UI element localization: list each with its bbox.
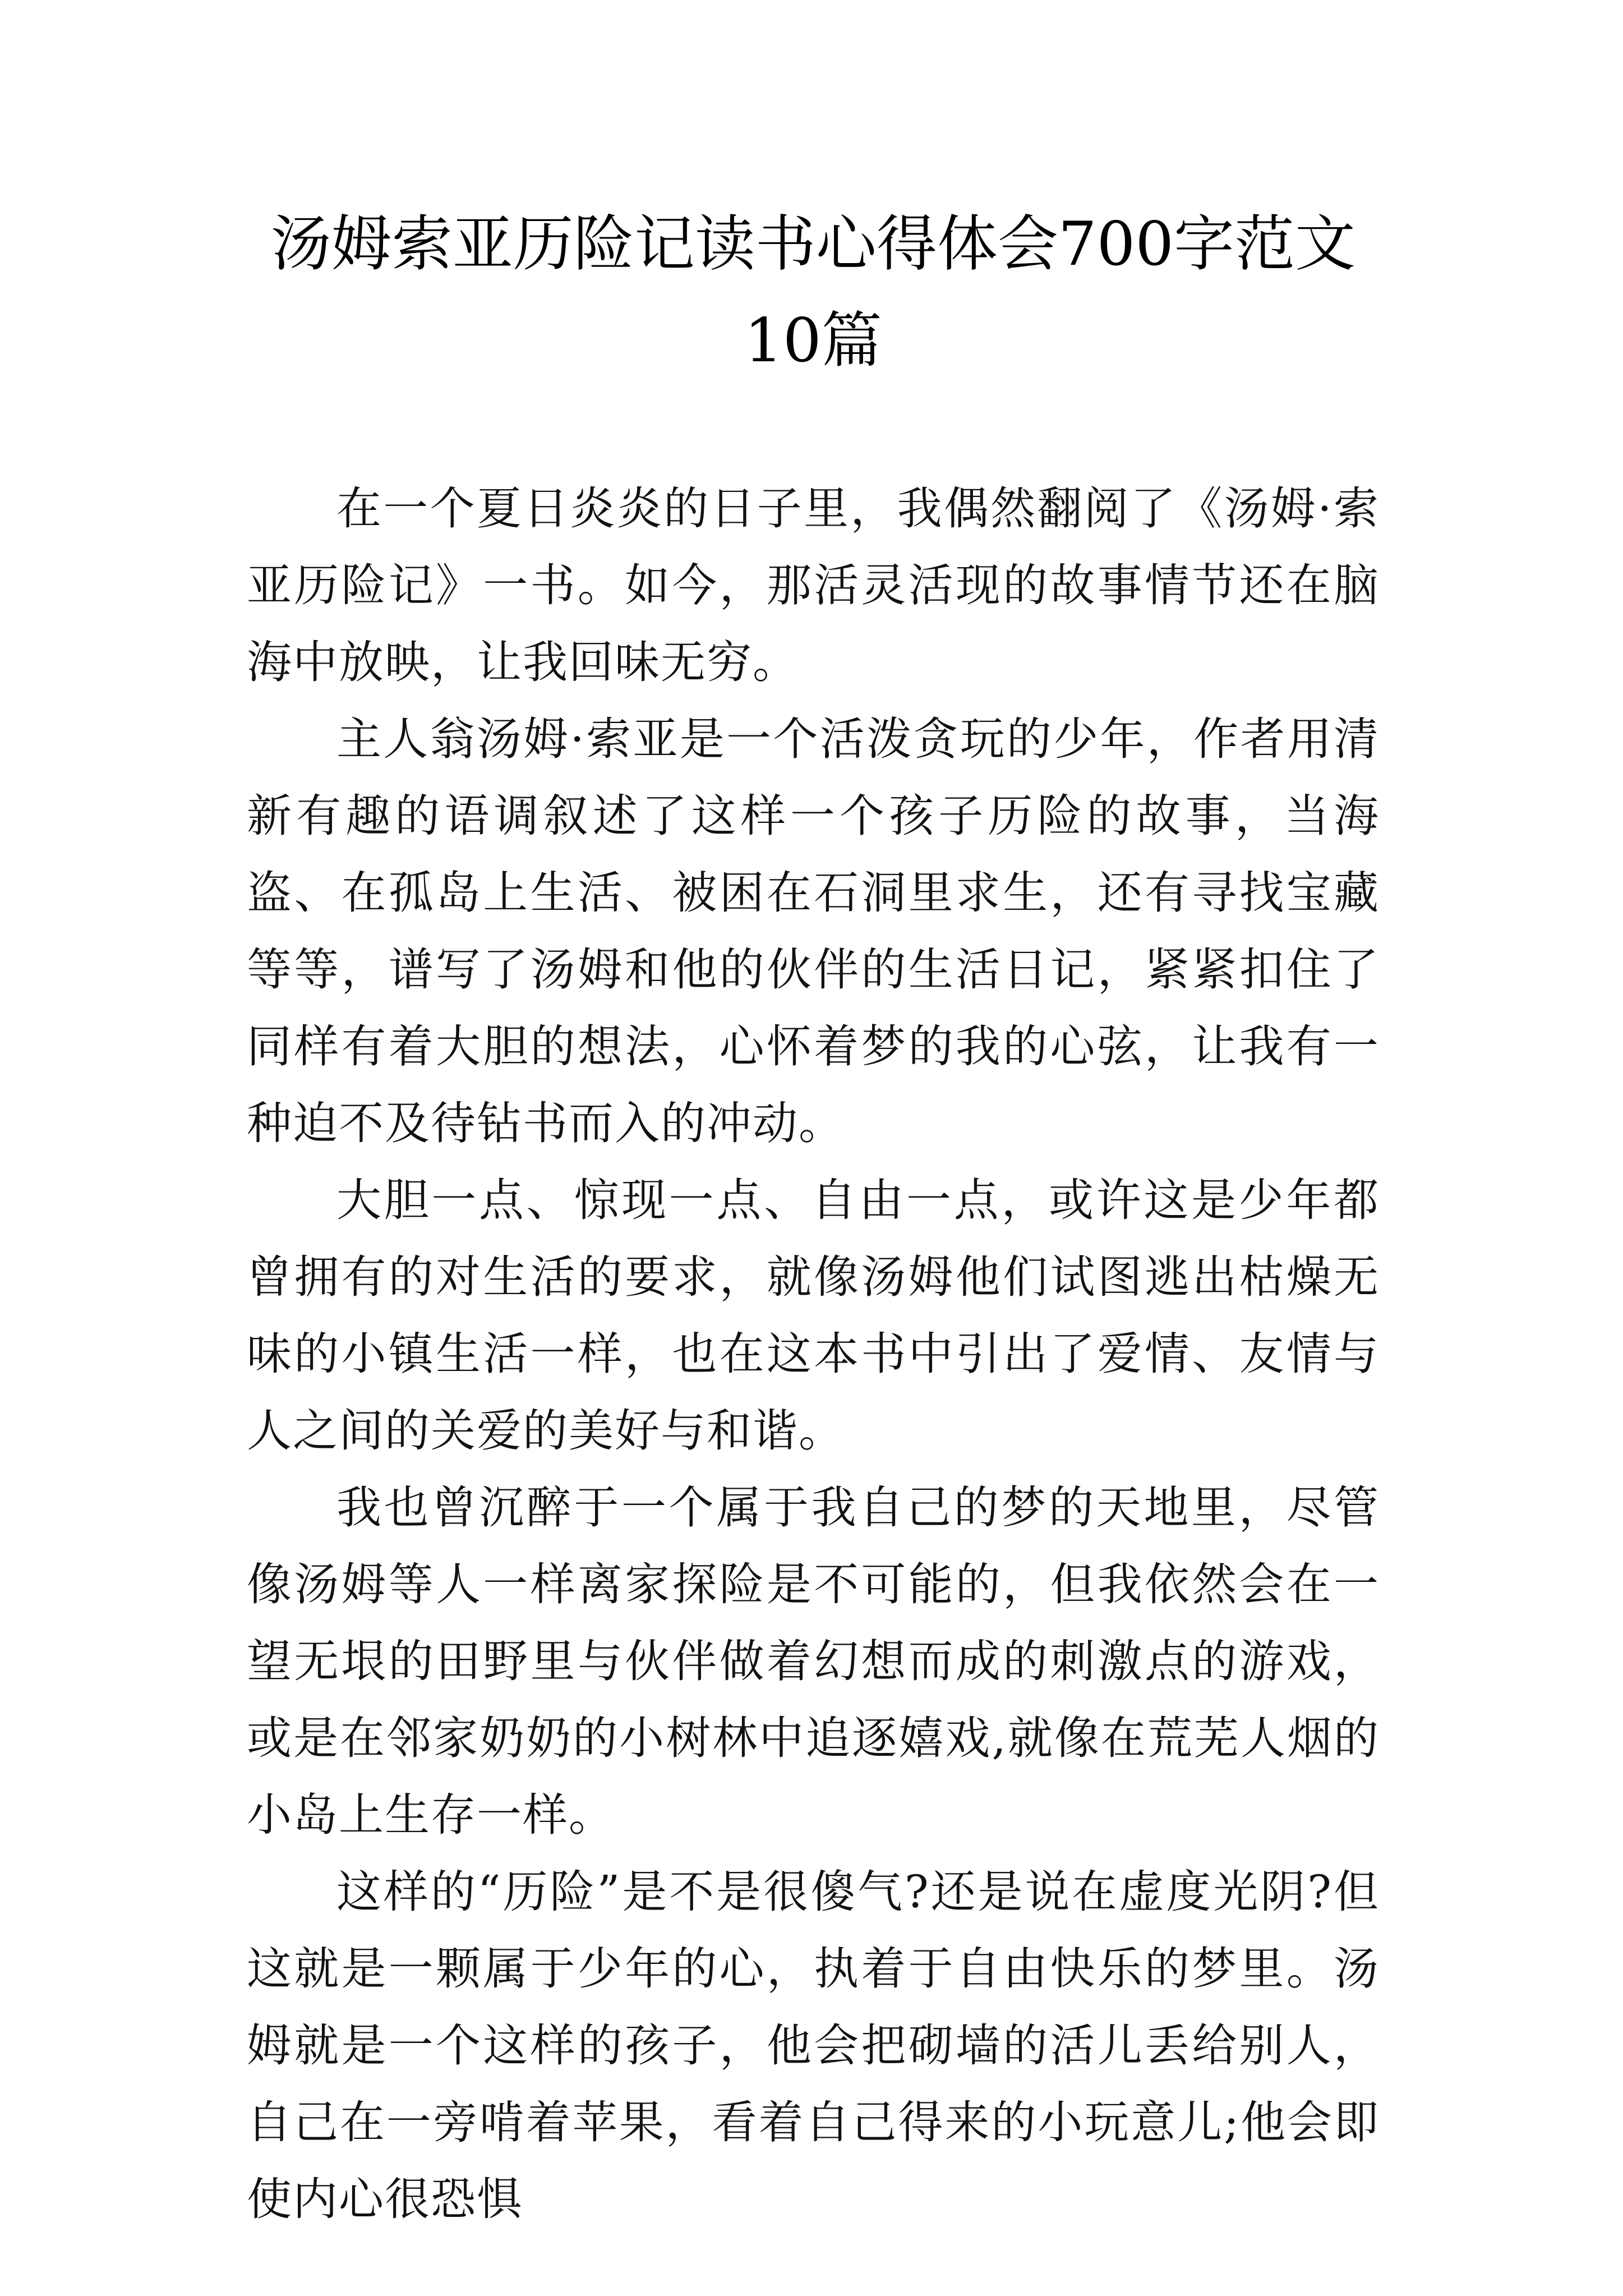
- paragraph-2: 主人翁汤姆·索亚是一个活泼贪玩的少年，作者用清新有趣的语调叙述了这样一个孩子历险的故事，当海盗、在孤岛上生活、被困在石洞里求生，还有寻找宝藏等等，谱写了汤姆和他的伙伴的生活日记，紧紧扣住了同样有着大胆的想法，心怀着梦的我的心弦，让我有一种迫不及待钻书而入的冲动。: [247, 713, 1380, 1149]
- paragraph-5: 这样的“历险”是不是很傻气?还是说在虚度光阴?但这就是一颗属于少年的心，执着于自由快乐的梦里。汤姆就是一个这样的孩子，他会把砌墙的活儿丢给别人，自己在一旁啃着苹果，看着自己得来的小玩意儿;他会即使内心很恐惧: [247, 1866, 1380, 2225]
- document-body: [247, 470, 1380, 2238]
- document-title: 汤姆索亚历险记读书心得体会700字范文10篇: [270, 209, 1356, 376]
- paragraph-4: 我也曾沉醉于一个属于我自己的梦的天地里，尽管像汤姆等人一样离家探险是不可能的，但我依然会在一望无垠的田野里与伙伴做着幻想而成的刺激点的游戏，或是在邻家奶奶的小树林中追逐嬉戏,就像在荒芜人烟的小岛上生存一样。: [247, 1481, 1380, 1841]
- paragraph-3: 大胆一点、惊现一点、自由一点，或许这是少年都曾拥有的对生活的要求，就像汤姆他们试图逃出枯燥无味的小镇生活一样，也在这本书中引出了爱情、友情与人之间的关爱的美好与和谐。: [247, 1174, 1380, 1457]
- paragraph-1: 在一个夏日炎炎的日子里，我偶然翻阅了《汤姆·索亚历险记》一书。如今，那活灵活现的故事情节还在脑海中放映，让我回味无穷。: [247, 482, 1380, 688]
